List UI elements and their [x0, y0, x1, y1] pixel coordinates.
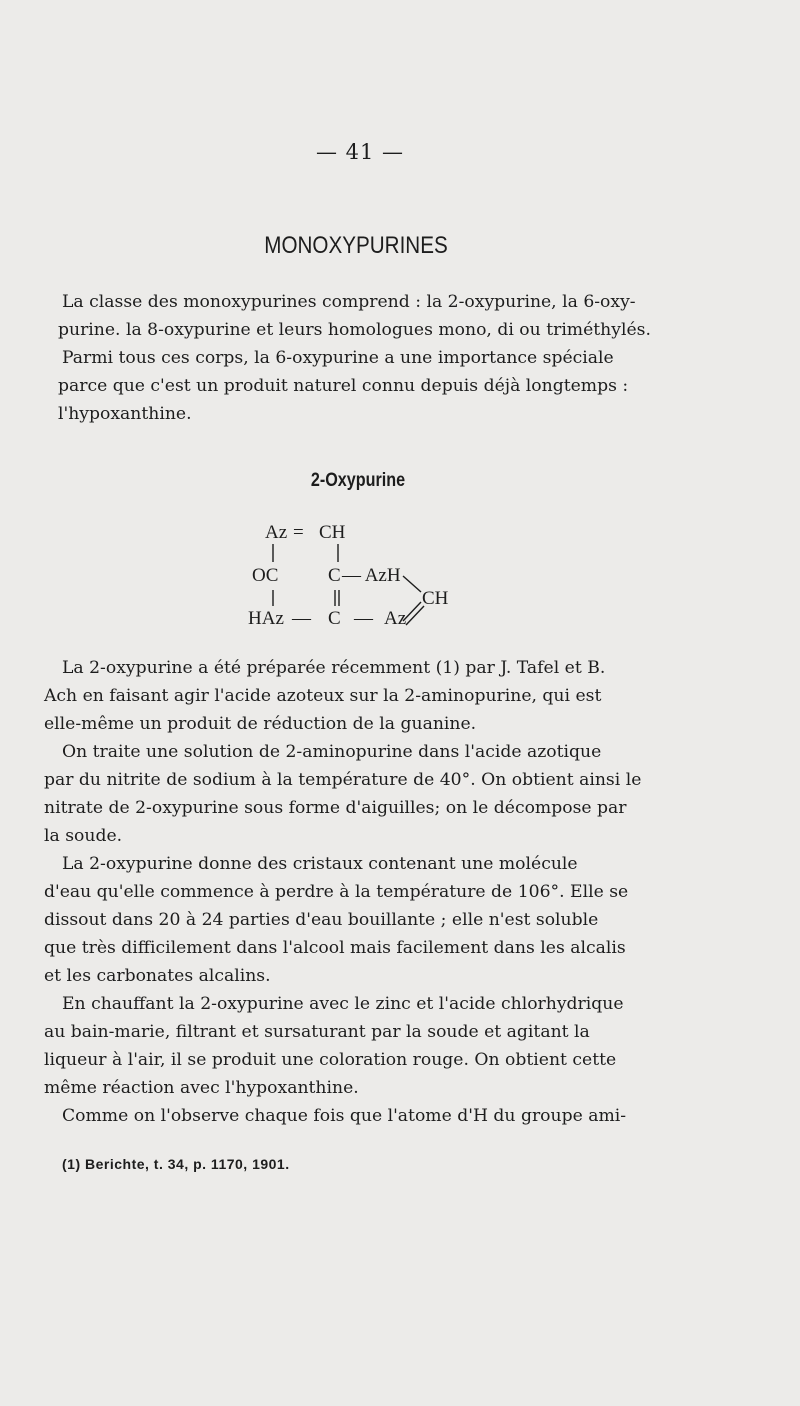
paragraph-line: et les carbonates alcalins. — [44, 966, 271, 986]
formula-haz: HAz — [248, 608, 284, 629]
page-number: — 41 — — [315, 140, 405, 164]
paragraph-reaction — [44, 990, 674, 1130]
intro-line: purine. la 8-oxypurine et leurs homologues mono, di ou triméthylés. — [58, 320, 651, 340]
page-title: MONOXYPURINES — [264, 232, 448, 259]
paragraph-line: par du nitrite de sodium à la température de 40°. On obtient ainsi le — [44, 770, 642, 790]
paragraph-line: On traite une solution de 2-aminopurine dans l'acide azotique — [62, 742, 602, 762]
formula-oc: OC — [252, 565, 279, 586]
formula-az-bottom: Az — [384, 608, 407, 629]
paragraph-line: nitrate de 2-oxypurine sous forme d'aiguilles; on le décompose par — [44, 798, 627, 818]
intro-line: l'hypoxanthine. — [58, 404, 192, 424]
intro-paragraph — [58, 288, 674, 428]
paragraph-preparation — [44, 654, 674, 738]
paragraph-line: au bain-marie, filtrant et sursaturant par la soude et agitant la — [44, 1022, 590, 1042]
paragraph-line: elle-même un produit de réduction de la guanine. — [44, 714, 477, 734]
bond-slant — [403, 576, 421, 592]
paragraph-line: La 2-oxypurine a été préparée récemment (1) par J. Tafel et B. — [62, 658, 606, 678]
footnote: (1) Berichte, t. 34, p. 1170, 1901. — [62, 1156, 290, 1172]
paragraph-properties — [44, 850, 674, 990]
structural-formula — [240, 510, 480, 650]
paragraph-line: que très difficilement dans l'alcool mais facilement dans les alcalis — [44, 938, 626, 958]
formula-az: Az — [265, 522, 288, 543]
formula-ch-right: CH — [422, 588, 449, 609]
paragraph-line: liqueur à l'air, il se produit une coloration rouge. On obtient cette — [44, 1050, 617, 1070]
formula-dash: — — [354, 608, 373, 629]
formula-double-bond: = — [293, 522, 304, 543]
intro-line: Parmi tous ces corps, la 6-oxypurine a une importance spéciale — [62, 348, 614, 368]
intro-line: La classe des monoxypurines comprend : la 2-oxypurine, la 6-oxy- — [62, 292, 636, 312]
paragraph-line: Ach en faisant agir l'acide azoteux sur la 2-aminopurine, qui est — [44, 686, 602, 706]
intro-line: parce que c'est un produit naturel connu depuis déjà longtemps : — [58, 376, 629, 396]
paragraph-line: Comme on l'observe chaque fois que l'atome d'H du groupe ami- — [62, 1106, 627, 1126]
formula-c-middle: C — [328, 565, 341, 586]
formula-azh: — AzH — [342, 565, 401, 586]
paragraph-line: En chauffant la 2-oxypurine avec le zinc et l'acide chlorhydrique — [62, 994, 624, 1014]
formula-c-bottom: C — [328, 608, 341, 629]
paragraph-line: même réaction avec l'hypoxanthine. — [44, 1078, 359, 1098]
section-subtitle: 2-Oxypurine — [310, 470, 406, 491]
paragraph-line: La 2-oxypurine donne des cristaux contenant une molécule — [62, 854, 578, 874]
paragraph-line: la soude. — [44, 826, 123, 846]
paragraph-line: d'eau qu'elle commence à perdre à la température de 106°. Elle se — [44, 882, 629, 902]
paragraph-line: dissout dans 20 à 24 parties d'eau bouillante ; elle n'est soluble — [44, 910, 599, 930]
formula-dash: — — [292, 608, 311, 629]
paragraph-procedure — [44, 738, 674, 850]
formula-ch-top: CH — [319, 522, 346, 543]
